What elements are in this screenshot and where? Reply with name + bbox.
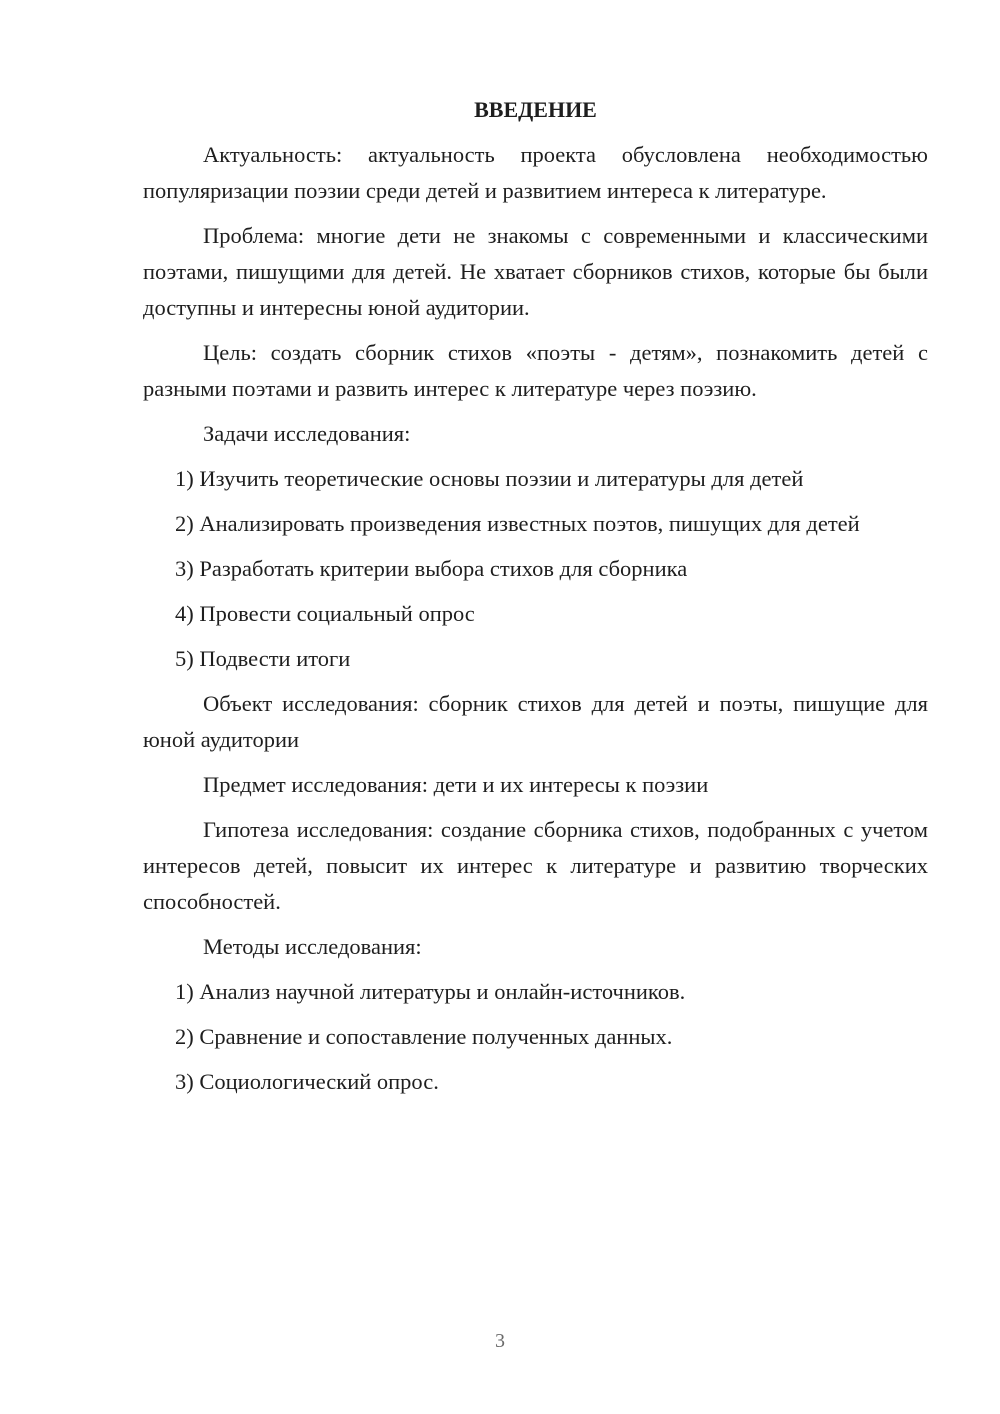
goal-paragraph: Цель: создать сборник стихов «поэты - детям», познакомить детей с разными поэтами и развить интерес к литературе через поэзию. <box>143 340 928 401</box>
object-paragraph: Объект исследования: сборник стихов для детей и поэты, пишущие для юной аудитории <box>143 691 928 752</box>
document-page <box>143 92 928 1109</box>
method-item: 2) Сравнение и сопоставление полученных данных. <box>175 1024 673 1049</box>
methods-list <box>143 974 928 1100</box>
task-item: 3) Разработать критерии выбора стихов для сборника <box>175 556 688 581</box>
task-item: 1) Изучить теоретические основы поэзии и литературы для детей <box>175 466 804 491</box>
section-title: ВВЕДЕНИЕ <box>474 97 597 122</box>
problem-paragraph: Проблема: многие дети не знакомы с современными и классическими поэтами, пишущими для детей. Не хватает сборников стихов, которые бы были доступны и интересны юной аудитории. <box>143 223 928 320</box>
relevance-paragraph: Актуальность: актуальность проекта обусловлена необходимостью популяризации поэзии среди детей и развитием интереса к литературе. <box>143 142 928 203</box>
page-number: 3 <box>495 1330 505 1352</box>
task-item: 5) Подвести итоги <box>175 646 351 671</box>
method-item: 1) Анализ научной литературы и онлайн-источников. <box>175 979 686 1004</box>
tasks-heading: Задачи исследования: <box>203 421 411 446</box>
subject-paragraph: Предмет исследования: дети и их интересы к поэзии <box>203 772 709 797</box>
hypothesis-paragraph: Гипотеза исследования: создание сборника стихов, подобранных с учетом интересов детей, повысит их интерес к литературе и развитию творческих способностей. <box>143 817 928 914</box>
task-item: 4) Провести социальный опрос <box>175 601 475 626</box>
task-item: 2) Анализировать произведения известных поэтов, пишущих для детей <box>175 511 860 536</box>
method-item: 3) Социологический опрос. <box>175 1069 439 1094</box>
methods-heading: Методы исследования: <box>203 934 422 959</box>
tasks-list <box>143 461 928 677</box>
